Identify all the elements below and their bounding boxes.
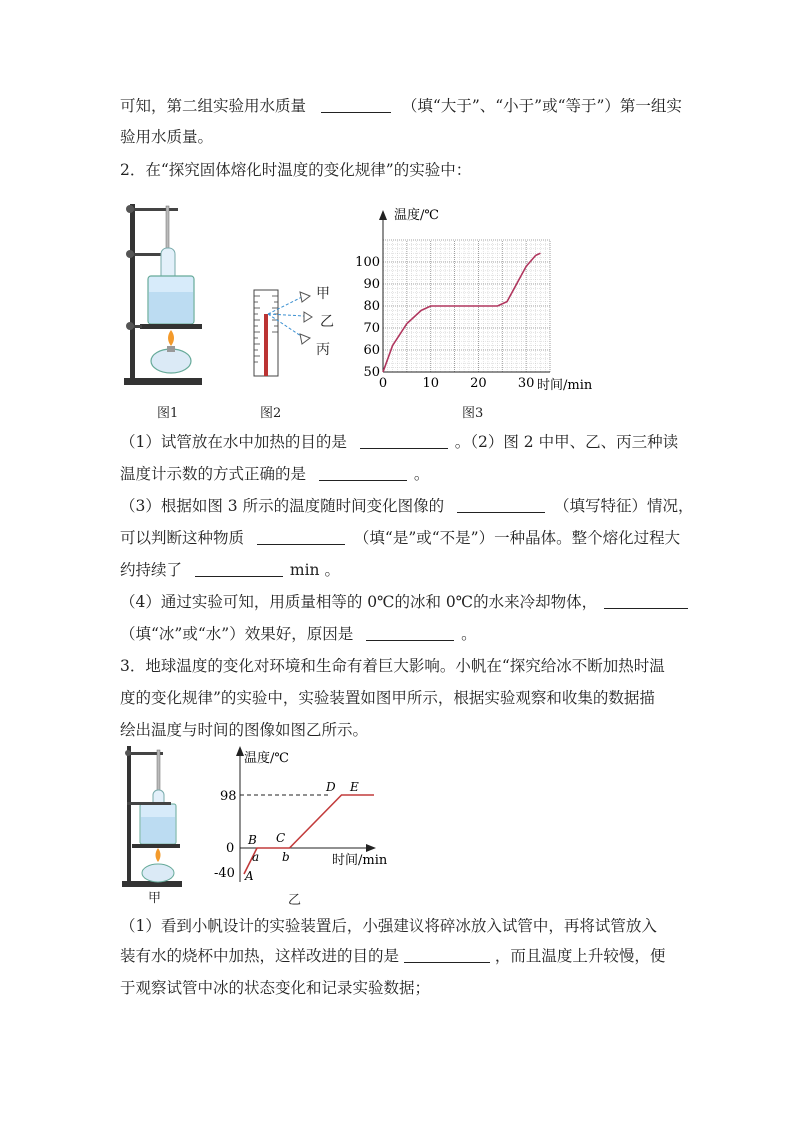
answer-blank[interactable] [195,562,283,577]
x-tick-label: 30 [517,376,535,391]
text-line-p1 [120,432,678,452]
point-label-a: a [252,850,260,864]
figure-jia-caption: 甲 [148,891,162,906]
text-line-2: 验用水质量。 [120,128,214,146]
question-2-title: 2．在“探究固体熔化时温度的变化规律”的实验中： [120,161,472,179]
text-line-1 [120,96,682,116]
alcohol-lamp [151,349,191,373]
figure-1-apparatus [120,196,210,388]
text-line-p3 [120,496,693,516]
flame [156,848,161,862]
answer-blank[interactable] [457,498,545,513]
text: （填“大于”、“小于”或“等于”）第一组实 [401,97,682,115]
point-label-C: C [276,831,286,845]
x-axis-label: 时间/min [332,853,388,868]
figure-yi-caption: 乙 [288,893,302,908]
text: 约持续了 [120,561,183,579]
y-tick-label: 98 [220,789,237,804]
label-jia: 甲 [316,286,330,302]
text-line-p7 [120,624,477,644]
figure-3-caption: 图3 [462,406,484,421]
y-tick-label: -40 [214,866,235,881]
text: 温度计示数的方式正确的是 [120,465,307,483]
y-tick-label: 90 [363,277,380,292]
y-tick-label: 80 [363,299,380,314]
eye-bing-icon [300,334,310,344]
point-label-B: B [248,833,257,847]
text: 。 [461,625,477,643]
y-tick-label: 70 [363,321,380,336]
y-tick-label: 60 [363,343,380,358]
text: （填“冰”或“水”）效果好，原因是 [120,625,354,643]
question-3-line-2: 度的变化规律”的实验中，实验装置如图甲所示，根据实验观察和收集的数据描 [120,689,655,707]
text-line-r1: （1）看到小帆设计的实验装置后，小强建议将碎冰放入试管中，再将试管放入 [120,917,657,935]
x-tick-label: 10 [422,376,439,391]
text-line-p6 [120,592,688,612]
text: 可以判断这种物质 [120,529,245,547]
gauze [140,324,202,329]
text: ，而且温度上升较慢，便 [494,947,666,965]
text: min 。 [289,561,340,579]
question-3-line-3: 绘出温度与时间的图像如图乙所示。 [120,721,369,739]
text-line-p5 [120,560,340,580]
figure-3-chart [350,200,600,400]
x-tick-label: 20 [470,376,487,391]
answer-blank[interactable] [257,530,345,545]
text: 可知，第二组实验用水质量 [120,97,307,115]
figure-jia-apparatus [120,742,184,888]
text-line-p2 [120,464,429,484]
text: （4）通过实验可知，用质量相等的 0℃的冰和 0℃的水来冷却物体， [120,593,598,611]
x-axis-label: 时间/min [537,378,593,393]
stand-base [124,378,202,385]
answer-blank[interactable] [321,98,391,113]
text: 。 [413,465,430,483]
answer-blank[interactable] [604,594,688,609]
text-line-r3: 于观察试管中冰的状态变化和记录实验数据； [120,979,431,997]
y-tick-label: 0 [226,841,235,856]
text: 装有水的烧杯中加热，这样改进的目的是 [120,947,400,965]
y-tick-label: 50 [363,365,380,380]
answer-blank[interactable] [404,948,490,963]
label-bing: 丙 [316,342,330,358]
point-label-D: D [326,780,336,794]
text: （填“是”或“不是”）一种晶体。整个熔化过程大 [353,529,681,547]
answer-blank[interactable] [360,434,448,449]
alcohol-lamp [142,864,174,882]
answer-blank[interactable] [366,626,454,641]
text: （1）试管放在水中加热的目的是 [120,433,347,451]
figure-yi-chart [212,744,402,894]
answer-blank[interactable] [319,466,407,481]
point-label-b: b [282,850,290,864]
label-yi: 乙 [320,314,334,330]
figure-2-caption: 图2 [260,406,282,421]
text: （填写特征）情况， [553,497,694,515]
point-label-E: E [350,780,359,794]
x-tick-label: 0 [378,376,388,391]
flame [168,330,174,346]
eye-yi-icon [304,312,312,322]
figure-1-caption: 图1 [157,406,179,421]
text: 。（2）图 2 中甲、乙、丙三种读 [454,433,679,451]
mercury-column [264,314,268,376]
question-3-line-1: 3．地球温度的变化对环境和生命有着巨大影响。小帆在“探究给冰不断加热时温 [120,657,665,675]
y-tick-label: 100 [355,255,380,270]
eye-jia-icon [300,292,310,302]
y-axis-label: 温度/℃ [394,208,439,223]
text-line-r2 [120,946,665,966]
text-line-p4 [120,528,680,548]
y-axis-label: 温度/℃ [244,751,289,766]
stand-rod [130,204,135,380]
text: （3）根据如图 3 所示的温度随时间变化图像的 [120,497,445,515]
point-label-A: A [245,869,254,883]
